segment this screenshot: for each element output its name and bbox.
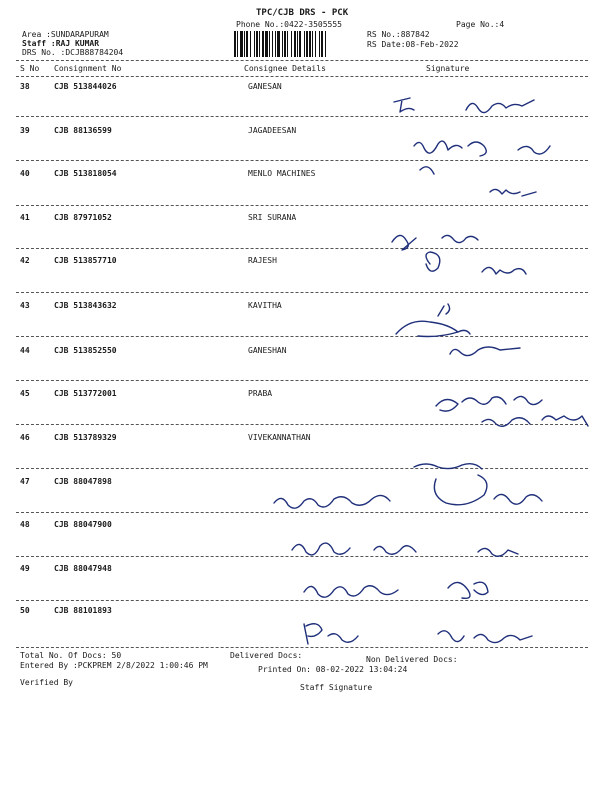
barcode-bar (256, 31, 258, 57)
total-docs: Total No. Of Docs: 50 (20, 651, 122, 660)
divider (16, 60, 588, 61)
row-consignment: CJB 88047948 (54, 564, 112, 573)
document-title: TPC/CJB DRS - PCK (256, 8, 349, 18)
row-consignee: VIVEKANNATHAN (248, 433, 311, 442)
column-sno: S No (20, 64, 40, 73)
signature-scrawl (430, 390, 596, 438)
row-consignment: CJB 513789329 (54, 433, 117, 442)
barcode-bar (246, 31, 248, 57)
barcode-bar (277, 31, 280, 57)
printed-on: Printed On: 08-02-2022 13:04:24 (258, 665, 408, 674)
divider (16, 380, 588, 381)
barcode-bar (309, 31, 311, 57)
signature-scrawl (298, 616, 548, 650)
column-signature: Signature (426, 64, 470, 73)
barcode-bar (254, 31, 255, 57)
barcode-bar (262, 31, 264, 57)
row-consignee: GANESHAN (248, 346, 287, 355)
row-consignment: CJB 88047898 (54, 477, 112, 486)
entered-by: Entered By :PCKPREM 2/8/2022 1:00:46 PM (20, 661, 208, 670)
rs-number: RS No.:887842 (367, 30, 430, 39)
row-sno: 50 (20, 606, 30, 615)
row-consignment: CJB 88101893 (54, 606, 112, 615)
signature-scrawl (388, 298, 538, 370)
column-consignment: Consignment No (54, 64, 122, 73)
delivered-docs: Delivered Docs: (230, 651, 303, 660)
row-sno: 41 (20, 213, 30, 222)
barcode-bar (299, 31, 301, 57)
row-consignee: PRABA (248, 389, 273, 398)
row-sno: 48 (20, 520, 30, 529)
barcode-bar (282, 31, 283, 57)
row-sno: 45 (20, 389, 30, 398)
row-consignment: CJB 513844026 (54, 82, 117, 91)
page-number: Page No.:4 (456, 20, 505, 29)
barcode-bar (294, 31, 296, 57)
barcode (234, 31, 362, 57)
row-consignment: CJB 513857710 (54, 256, 117, 265)
row-consignment: CJB 513843632 (54, 301, 117, 310)
barcode-bar (244, 31, 245, 57)
barcode-bar (315, 31, 316, 57)
row-consignee: KAVITHA (248, 301, 282, 310)
barcode-bar (297, 31, 298, 57)
barcode-bar (319, 31, 320, 57)
row-sno: 47 (20, 477, 30, 486)
staff-label: Staff :RAJ KUMAR (22, 39, 100, 48)
barcode-bar (234, 31, 236, 57)
barcode-bar (291, 31, 292, 57)
barcode-bar (259, 31, 260, 57)
drs-number: DRS No. :DCJB88784204 (22, 48, 124, 57)
area-label: Area :SUNDARAPURAM (22, 30, 109, 39)
barcode-bar (250, 31, 251, 57)
signature-scrawl (270, 455, 560, 525)
row-consignee: SRI SURANA (248, 213, 297, 222)
barcode-bar (284, 31, 286, 57)
barcode-bar (312, 31, 313, 57)
row-sno: 42 (20, 256, 30, 265)
non-delivered-docs: Non Delivered Docs: (366, 655, 458, 664)
signature-scrawl (382, 224, 552, 298)
row-consignee: JAGADEESAN (248, 126, 297, 135)
row-consignment: CJB 513818054 (54, 169, 117, 178)
barcode-bar (287, 31, 288, 57)
signature-scrawl (410, 134, 570, 206)
barcode-bar (269, 31, 270, 57)
phone-number: Phone No.:0422-3505555 (236, 20, 342, 29)
barcode-bar (325, 31, 326, 57)
row-consignment: CJB 88047900 (54, 520, 112, 529)
barcode-bar (321, 31, 323, 57)
signature-scrawl (388, 92, 558, 120)
row-sno: 49 (20, 564, 30, 573)
row-consignment: CJB 88136599 (54, 126, 112, 135)
row-consignment: CJB 87971052 (54, 213, 112, 222)
barcode-bar (275, 31, 276, 57)
verified-by: Verified By (20, 678, 73, 687)
row-sno: 43 (20, 301, 30, 310)
row-consignment: CJB 513772001 (54, 389, 117, 398)
signature-scrawl (286, 530, 536, 566)
barcode-bar (272, 31, 273, 57)
row-sno: 39 (20, 126, 30, 135)
row-sno: 38 (20, 82, 30, 91)
row-sno: 44 (20, 346, 30, 355)
barcode-bar (237, 31, 238, 57)
row-consignment: CJB 513852550 (54, 346, 117, 355)
divider (16, 76, 588, 77)
rs-date: RS Date:08-Feb-2022 (367, 40, 459, 49)
barcode-bar (304, 31, 305, 57)
row-sno: 40 (20, 169, 30, 178)
signature-scrawl (298, 570, 528, 606)
barcode-bar (306, 31, 308, 57)
staff-signature: Staff Signature (300, 683, 373, 692)
row-consignee: RAJESH (248, 256, 277, 265)
column-consignee: Consignee Details (244, 64, 326, 73)
barcode-bar (265, 31, 268, 57)
row-consignee: MENLO MACHINES (248, 169, 316, 178)
barcode-bar (240, 31, 243, 57)
row-consignee: GANESAN (248, 82, 282, 91)
row-sno: 46 (20, 433, 30, 442)
